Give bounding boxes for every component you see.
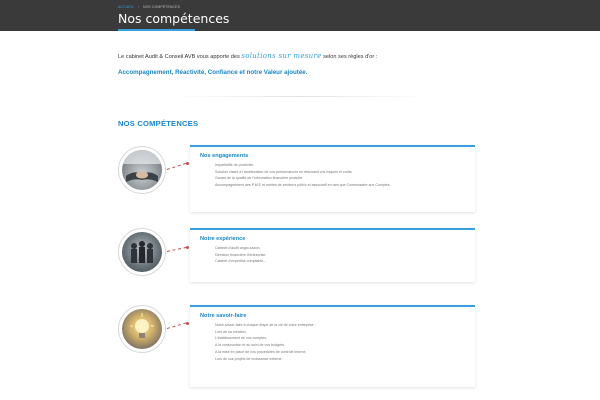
connector-dot	[186, 162, 189, 165]
list-item: A la mise en place de vos procédures de contrôle interne,	[215, 349, 307, 354]
list-item: Lors de vos projets de croissance externe.	[215, 356, 283, 361]
page-header	[0, 0, 600, 31]
page-title: Nos compétences	[118, 11, 230, 26]
card-title: Nos engagements	[200, 153, 249, 159]
business-team-photo-icon	[122, 232, 162, 272]
lightbulb-icon	[122, 309, 162, 349]
card-title: Notre savoir-faire	[200, 313, 247, 319]
divider	[178, 96, 423, 97]
title-underline	[118, 29, 195, 31]
engagements-image	[118, 146, 166, 194]
list-item: Cabinet d'audit anglo-saxon.	[215, 246, 261, 250]
list-item: Notre savoir-faire à chaque étape de la vie de votre entreprise :	[215, 323, 316, 327]
list-item: Cabinet d'expertise comptable...	[215, 259, 267, 264]
connector-line	[167, 163, 186, 170]
list-item: Lors de sa création,	[215, 329, 247, 334]
connector-line	[167, 247, 187, 252]
team-icon	[122, 232, 162, 272]
connector-line	[167, 323, 187, 329]
connector-dot	[186, 322, 189, 325]
lightbulb-photo-icon	[122, 309, 162, 349]
list-item: Direction financière d'entreprise.	[215, 252, 267, 257]
section-title: NOS COMPÉTENCES	[118, 119, 199, 128]
card-experience	[190, 228, 475, 282]
card-list	[200, 322, 465, 362]
experience-image	[118, 228, 166, 276]
card-list	[200, 162, 465, 189]
intro-after: selon ses règles d'or :	[323, 54, 378, 60]
card-title: Notre expérience	[200, 236, 246, 242]
list-item: Impartialité de proximité.	[215, 163, 255, 167]
list-item: Accompagnement des P.M.E et entités de secteurs public et associatif en tant que Commissaire aux Comptes.	[215, 183, 391, 188]
list-item: L'établissement de vos comptes,	[215, 336, 268, 341]
values-line: Accompagnement, Réactivité, Confiance et notre Valeur ajoutée.	[118, 69, 308, 76]
breadcrumb-separator: /	[137, 5, 139, 9]
handshake-photo-icon	[122, 150, 162, 190]
list-item: Garant de la qualité de l'information financière produite.	[215, 176, 304, 181]
breadcrumb-home-link[interactable]: ACCUEIL	[118, 5, 134, 9]
list-item: Solution visant à l'amélioration de vos performances en réduisant vos risques et coûts.	[215, 169, 353, 174]
breadcrumb	[118, 5, 180, 9]
card-list	[200, 245, 465, 265]
intro-highlight: solutions sur mesure	[241, 52, 322, 60]
savoir-faire-image	[118, 305, 166, 353]
intro-before: Le cabinet Audit & Conseil AVB vous apporte des	[118, 54, 240, 60]
connector-dot	[186, 246, 189, 249]
list-item: A la construction et au suivi de vos budgets,	[215, 343, 285, 348]
breadcrumb-current: NOS COMPÉTENCES	[142, 5, 181, 9]
card-savoir-faire	[190, 305, 475, 387]
card-engagements	[190, 145, 475, 212]
handshake-icon	[122, 150, 162, 190]
intro-text	[118, 52, 377, 60]
